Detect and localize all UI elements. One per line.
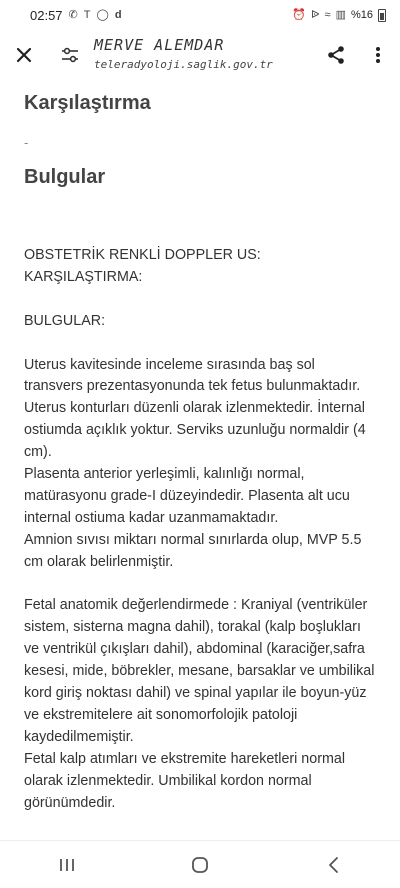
recents-button[interactable] — [47, 845, 87, 885]
status-bar — [0, 0, 400, 30]
alarm-icon: ⏰ — [292, 8, 307, 21]
comparison-value: - — [24, 135, 29, 150]
page-url: teleradyoloji.saglik.gov.tr — [94, 58, 273, 71]
notification-d-icon: d — [114, 8, 122, 21]
report-fetal-anatomy: Fetal anatomik değerlendirmede : Kraniyal (ventriküler sistem, sisterna magna dahil), torakal (kalp boşlukları ve ventrikül çıkışları dahil), abdominal (karaciğer,safra kesesi, mide, böbrekler, mesane, barsaklar ve umbilikal kord giriş noktası dahil) ve spinal yapılar ile boyun-yüz ve ekstremitelere ait sonomorfolojik patoloji kaydedilmemiştir. Fetal kalp atımları ve ekstremite hareketleri normal olarak izlenmektedir. Umbilikal kordon normal görünümdedir. — [24, 597, 375, 811]
tune-icon — [61, 47, 79, 63]
bluetooth-icon: ᐉ — [311, 8, 320, 21]
signal-icon: ▥ — [335, 8, 346, 21]
instagram-icon: ◯ — [96, 8, 109, 21]
notification-call-icon: ✆ — [68, 8, 78, 21]
status-left — [30, 8, 122, 23]
back-icon — [327, 856, 339, 874]
back-button[interactable] — [313, 845, 353, 885]
page-content — [24, 84, 376, 815]
more-options-button[interactable] — [368, 45, 388, 65]
close-icon — [16, 47, 32, 63]
system-navigation-bar — [0, 840, 400, 888]
more-vert-icon — [375, 46, 381, 64]
notification-text-icon: T — [83, 8, 91, 21]
status-time: 02:57 — [30, 7, 63, 23]
page-title: MERVE ALEMDAR — [94, 36, 225, 54]
battery-icon — [378, 9, 386, 22]
home-icon — [191, 856, 209, 874]
site-settings-button[interactable] — [60, 45, 80, 65]
report-uterus-placenta: Uterus kavitesinde inceleme sırasında baş sol transvers prezentasyonunda tek fetus bulunmaktadır. Uterus konturları düzenli olarak izlenmektedir. İnternal ostiumda açıklık yoktur. Serviks uzunluğu normaldir (4 cm). Plasenta anterior yerleşimli, kalınlığı normal, matürasyonu grade-I düzeyindedir. Plasenta alt ucu internal ostiuma kadar uzanmamaktadır. Amnion sıvısı miktarı normal sınırlarda olup, MVP 5.5 cm olarak belirlenmiştir. — [24, 356, 366, 570]
recents-icon — [58, 857, 76, 873]
status-right — [292, 9, 386, 22]
wifi-icon: ≈ — [324, 8, 331, 21]
share-button[interactable] — [326, 45, 346, 65]
report-findings-label: BULGULAR: — [24, 312, 106, 329]
comparison-heading: Karşılaştırma — [24, 92, 151, 114]
battery-percent: %16 — [350, 9, 373, 21]
browser-toolbar — [0, 30, 400, 82]
close-button[interactable] — [14, 45, 34, 65]
home-button[interactable] — [180, 845, 220, 885]
share-icon — [326, 45, 346, 65]
report-section-header: OBSTETRİK RENKLİ DOPPLER US: KARŞILAŞTIRMA: — [24, 247, 261, 285]
findings-heading: Bulgular — [24, 166, 106, 188]
toolbar-title-block[interactable] — [94, 36, 273, 71]
